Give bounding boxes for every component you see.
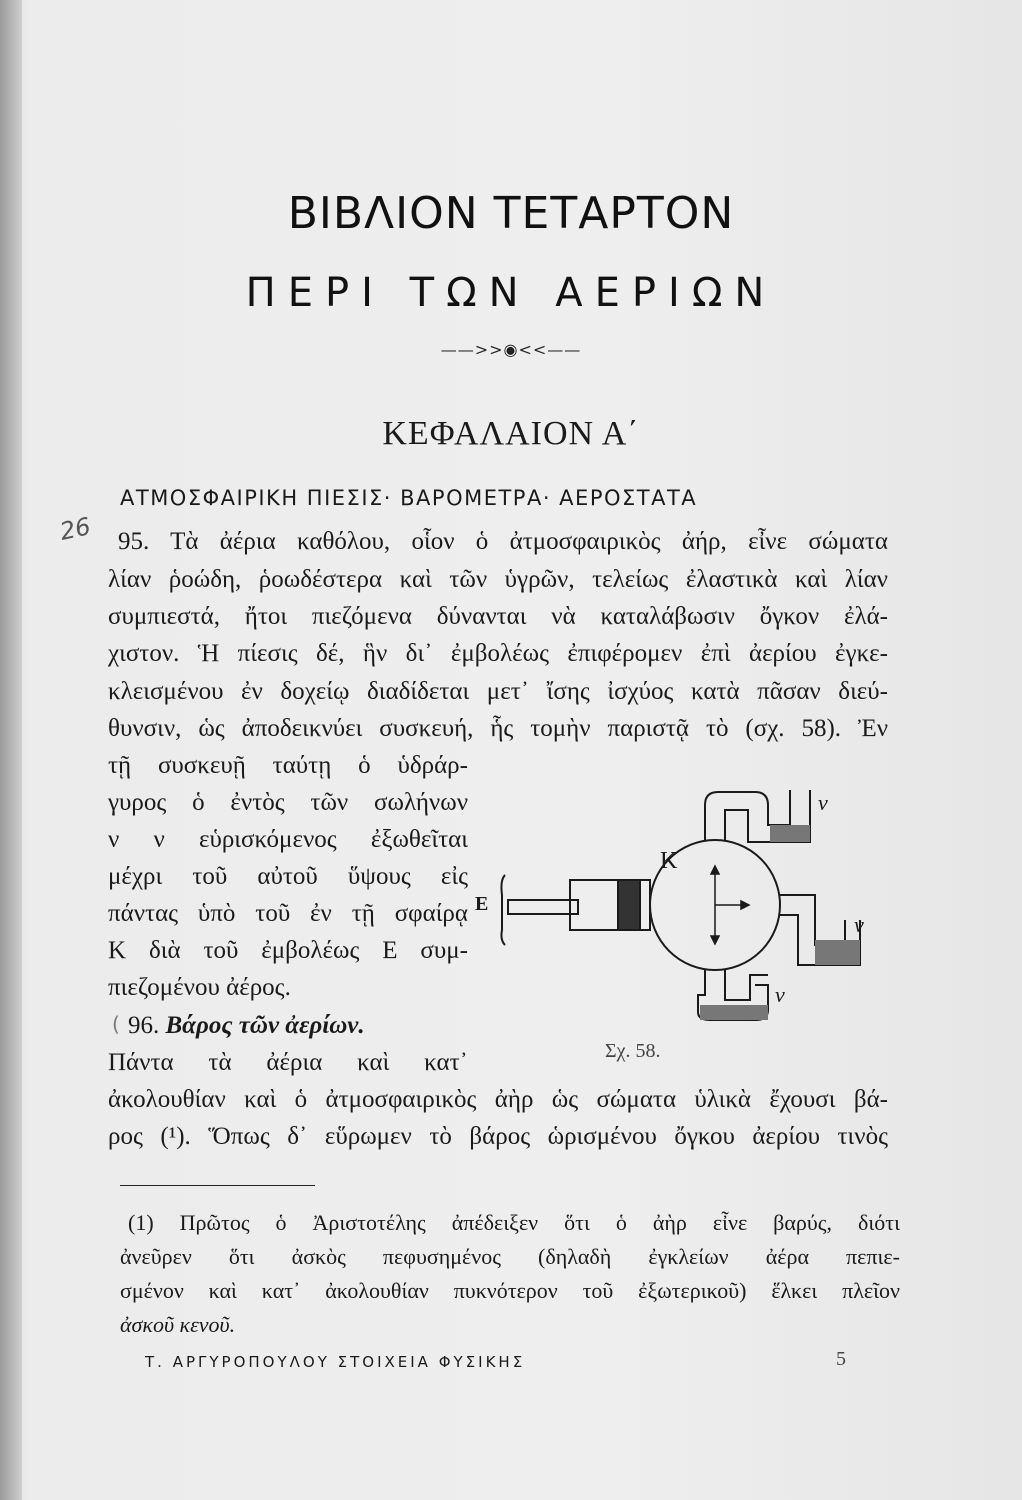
piston-head [618,880,640,930]
paragraph-95-narrow-line: πάντας ὑπὸ τοῦ ἐν τῇ σφαίρᾳ [108,900,468,927]
footnote-line: (1) Πρῶτος ὁ Ἀριστοτέλης ἀπέδειξεν ὅτι ὁ ἀὴρ εἶνε βαρύς, διότι [128,1210,900,1235]
figure-label-v-upper: ν [818,790,828,815]
running-footer: Τ. ΑΡΓΥΡΟΠΟΥΛΟΥ ΣΤΟΙΧΕΙΑ ΦΥΣΙΚΗΣ [145,1353,526,1371]
paragraph-96-number: 96. [128,1012,160,1039]
right-tube [780,895,845,945]
figure-label-k: Κ [660,848,678,874]
footnote-rule [120,1185,315,1186]
footnote-line: σμένον καὶ κατ᾿ ἀκολουθίαν πυκνότερον τοῦ ἐξωτερικοῦ) ἕλκει πλεῖον [120,1278,900,1303]
section-heading: ΑΤΜΟΣΦΑΙΡΙΚΗ ΠΙΕΣΙΣ· ΒΑΡΟΜΕΤΡΑ· ΑΕΡΟΣΤΑΤΑ [120,486,698,510]
paragraph-95-narrow-line: Κ διὰ τοῦ ἐμβολέως Ε συμ- [108,937,468,964]
paragraph-95-line: συμπιεστά, ἤτοι πιεζόμενα δύνανται νὰ καταλάβωσιν ὄγκον ἐλά- [108,603,888,630]
figure-label-v-lower: ν [775,982,785,1007]
footnote-text: ἀνεῦρεν ὅτι ἀσκὸς πεφυσημένος (δηλαδὴ ἐγκλείων ἀέρα πεπιε- [120,1244,900,1269]
paragraph-95-line: χιστον. Ἡ πίεσις δέ, ἣν δι᾿ ἐμβολέως ἐπιφέρομεν ἐπὶ ἀερίου ἐγκε- [108,640,888,667]
paragraph-95-line: κλεισμένου ἐν δοχείῳ διαδίδεται μετ᾿ ἴσης ἰσχύος κατὰ πᾶσαν διεύ- [108,678,888,705]
footnote-line [120,1312,900,1338]
paragraph-95-line: θυνσιν, ὡς ἀποδεικνύει συσκευή, ἧς τομὴν παριστᾷ τὸ (σχ. 58). Ἐν [108,715,888,742]
paragraph-95-line: 95. Τὰ ἀέρια καθόλου, οἷον ὁ ἀτμοσφαιρικὸς ἀήρ, εἶνε σώματα [118,528,888,555]
paragraph-96-heading [128,1010,468,1042]
ornament-divider: ——>>◉<<—— [440,340,582,359]
paragraph-96-title: Βάρος τῶν ἀερίων. [165,1012,365,1039]
faint-margin-mark: ( [112,1012,120,1036]
piston-rod [508,900,578,914]
paragraph-95-line: λίαν ῥοώδη, ῥοωδέστερα καὶ τῶν ὑγρῶν, τελείως ἐλαστικὰ καὶ λίαν [108,566,888,593]
figure-58-apparatus [470,780,870,1070]
paragraph-95-narrow-line: μέχρι τοῦ αὐτοῦ ὕψους εἰς [108,863,468,890]
paragraph-96-line: ἀκολουθίαν καὶ ὁ ἀτμοσφαιρικὸς ἀὴρ ὡς σώματα ὑλικὰ ἔχουσι βά- [108,1086,888,1113]
footnote-line [120,1244,900,1270]
piston-handle [501,875,505,945]
paragraph-96-narrow-line: Πάντα τὰ ἀέρια καὶ κατ᾿ [108,1049,468,1076]
figure-label-v-right: ν [854,912,864,937]
footnote-italic-text: ἀσκοῦ κενοῦ. [120,1312,236,1337]
handwritten-margin-note: 26 [57,512,94,546]
paragraph-95-narrow-line: τῇ συσκευῇ ταύτῃ ὁ ὑδράρ- [108,752,468,779]
signature-mark: 5 [836,1348,846,1370]
book-title: ΒΙΒΛΙΟΝ ΤΕΤΑΡΤΟΝ [287,188,735,239]
figure-label-e: Ε [475,893,489,915]
paragraph-95-narrow-line: γυρος ὁ ἐντὸς τῶν σωλήνων [108,789,468,816]
paragraph-95-narrow-line: ν ν εὑρισκόμενος ἐξωθεῖται [108,826,468,853]
paragraph-96-line: ρος (¹). Ὅπως δ᾿ εὕρωμεν τὸ βάρος ὡρισμένου ὄγκου ἀερίου τινὸς [108,1123,888,1150]
chapter-title: ΚΕΦΑΛΑΙΟΝ Α΄ [382,415,640,452]
part-title: ΠΕΡΙ ΤΩΝ ΑΕΡΙΩΝ [245,270,777,316]
figure-caption: Σχ. 58. [605,1040,661,1062]
paragraph-95-narrow-line: πιεζομένου ἀέρος. [108,974,291,1001]
